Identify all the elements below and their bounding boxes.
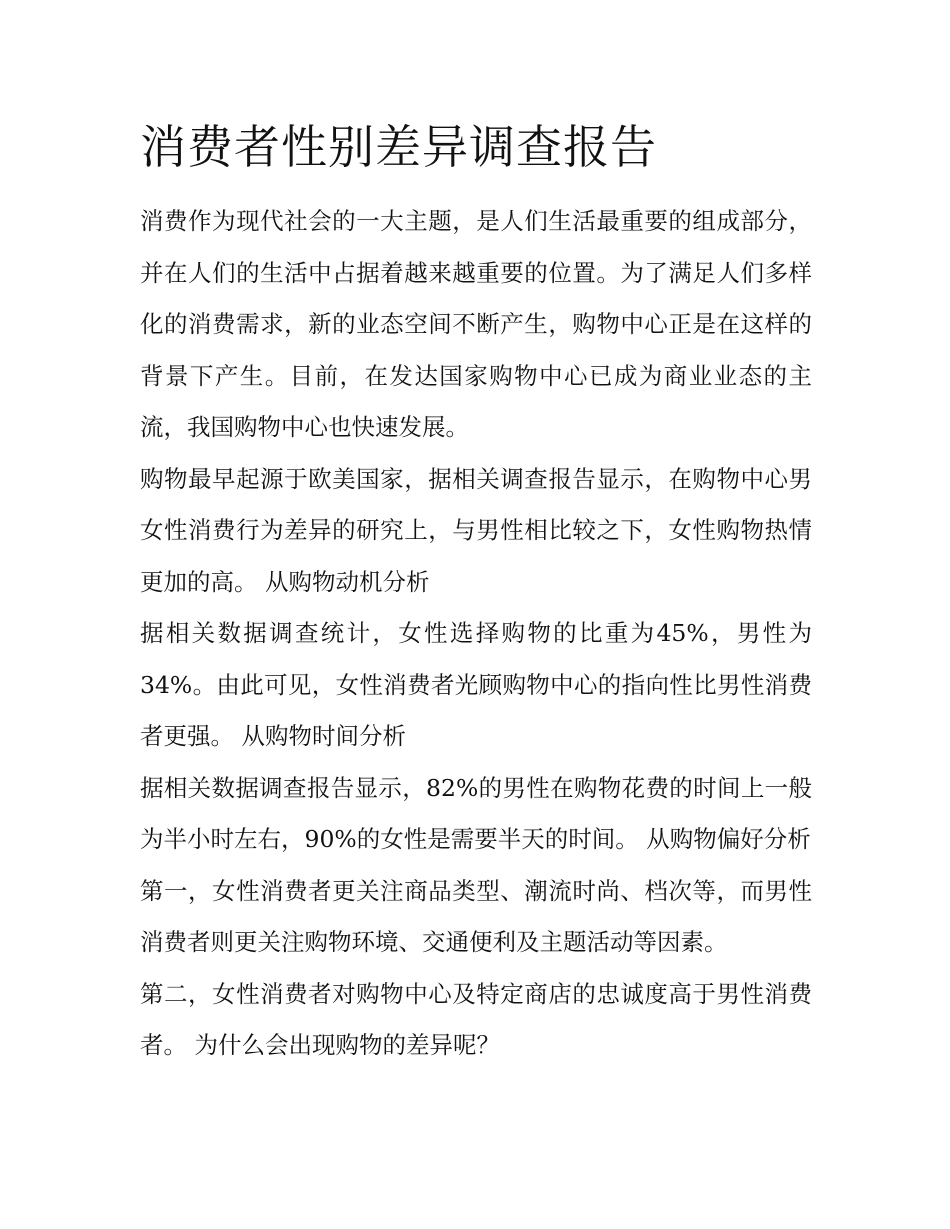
paragraph-intro: 消费作为现代社会的一大主题，是人们生活最重要的组成部分，并在人们的生活中占据着越来越重要的位置。为了满足人们多样化的消费需求，新的业态空间不断产生，购物中心正是在这样的背景下产生。目前，在发达国家购物中心已成为商业业态的主流，我国购物中心也快速发展。 xyxy=(140,207,812,441)
paragraph-origin: 购物最早起源于欧美国家，据相关调查报告显示，在购物中心男女性消费行为差异的研究上，与男性相比较之下，女性购物热情更加的高。 从购物动机分析 xyxy=(140,464,812,596)
paragraph-time: 据相关数据调查报告显示，82%的男性在购物花费的时间上一般为半小时左右，90%的女性是需要半天的时间。 从购物偏好分析 xyxy=(140,773,812,853)
document-body xyxy=(140,196,812,1072)
document-title: 消费者性别差异调查报告 xyxy=(140,120,657,174)
paragraph-motivation: 据相关数据调查统计，女性选择购物的比重为45%，男性为34%。由此可见，女性消费者光顾购物中心的指向性比男性消费者更强。 从购物时间分析 xyxy=(140,619,812,750)
paragraph-preference-first: 第一，女性消费者更关注商品类型、潮流时尚、档次等，而男性消费者则更关注购物环境、交通便利及主题活动等因素。 xyxy=(140,876,812,956)
paragraph-preference-second: 第二，女性消费者对购物中心及特定商店的忠诚度高于男性消费者。 为什么会出现购物的差异呢？ xyxy=(140,979,812,1059)
